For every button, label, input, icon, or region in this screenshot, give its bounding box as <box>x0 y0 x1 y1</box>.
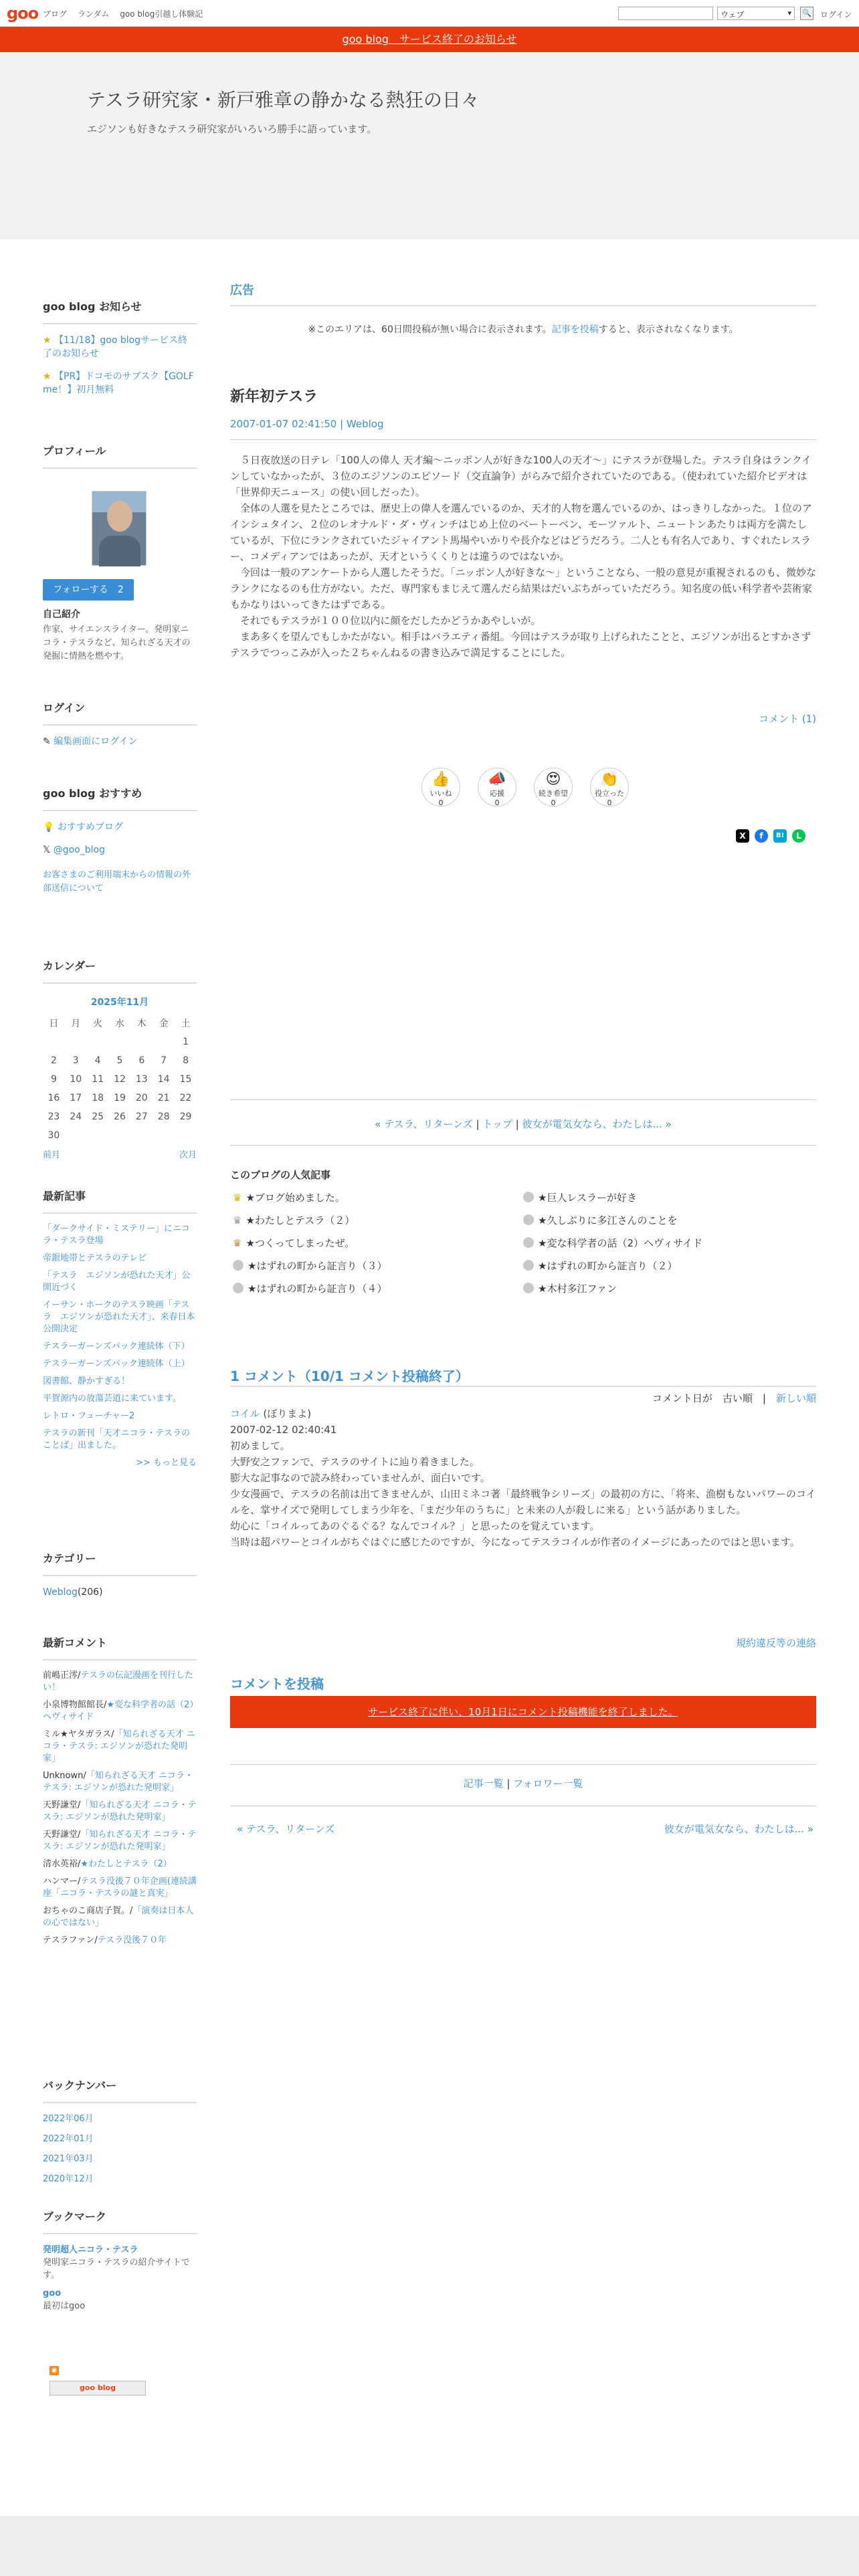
news-item[interactable]: 【PR】ドコモのサブスク【GOLF me！】初月無料 <box>43 371 194 395</box>
profile-heading: プロフィール <box>43 443 197 469</box>
latest-comment-item: 天野謙堂/「知られざる天才 ニコラ・テスラ: エジソンが恐れた発明家」 <box>43 1830 197 1852</box>
news-item[interactable]: 【11/18】goo blogサービス終了のお知らせ <box>43 335 188 359</box>
recent-article-link[interactable]: 平賀源内の放蕩芸道に来ています。 <box>43 1394 181 1404</box>
comment-article-link[interactable]: 「知られざる天才 ニコラ・テスラ: エジソンが恐れた発明家」 <box>43 1729 195 1763</box>
ad-section <box>230 281 816 336</box>
category-heading: カテゴリー <box>43 1550 197 1576</box>
bulb-icon: 💡 <box>43 822 55 833</box>
footer <box>0 2516 859 2576</box>
goo-blog-badge[interactable]: goo blog <box>50 2381 146 2395</box>
article-date: 2007-01-07 02:41:50 <box>230 418 337 430</box>
backnumber-link[interactable]: 2022年06月 <box>43 2114 94 2124</box>
login-link[interactable]: ログイン <box>820 10 852 19</box>
article-meta: 2007-01-07 02:41:50 | Weblog <box>230 418 384 430</box>
report-link[interactable]: 規約違反等の連絡 <box>735 1637 816 1649</box>
backnumber-link[interactable]: 2020年12月 <box>43 2174 94 2184</box>
comment-article-link[interactable]: 「演奏は日本人の心ではない」 <box>43 1906 194 1928</box>
calendar-week: 1 <box>183 1037 189 1047</box>
latest-comments-heading: 最新コメント <box>43 1634 197 1660</box>
blog-header <box>0 52 859 239</box>
reaction-helpful[interactable]: 👏 役立った 0 <box>590 768 629 807</box>
rank-dot-icon <box>523 1260 534 1271</box>
recent-article-link[interactable]: 「ダークサイド・ミステリー」にニコラ・テスラ登場 <box>43 1224 190 1246</box>
sidebar-news <box>43 298 197 397</box>
search-scope-select[interactable]: ウェブ ▾ <box>717 7 795 20</box>
reaction-cheer[interactable]: 📣 応援 0 <box>478 768 516 807</box>
clap-icon: 👏 <box>600 771 619 788</box>
recent-article-link[interactable]: 図書館、静かすぎる！ <box>43 1376 130 1386</box>
calendar-week: 9 10 11 12 13 14 15 <box>50 1074 192 1085</box>
service-end-link[interactable]: goo blog サービス終了のお知らせ <box>342 33 517 45</box>
calendar-next-link[interactable]: 次月 <box>179 1150 197 1160</box>
backnumber-link[interactable]: 2022年01月 <box>43 2134 94 2144</box>
post-article-link[interactable]: 記事を投稿 <box>551 324 599 335</box>
x-icon: 𝕏 <box>43 845 51 855</box>
service-end-notice <box>0 27 859 52</box>
recent-article-link[interactable]: テスラーガーンズパック連続体（上） <box>43 1359 190 1369</box>
external-transmission-link[interactable]: お客さまのご利用端末からの情報の外部送信について <box>43 870 191 893</box>
comment-author-link[interactable]: コイル <box>230 1408 260 1420</box>
bronze-crown-icon: ♛ <box>233 1237 242 1249</box>
article-paragraph: 全体の人選を見たところでは、歴史上の偉人を選んでいるのか、天才的人物を選んでいるのか、はっきりしなかった。１位のアインシュタイン、２位のレオナルド・ダ・ヴィンチはじめ上位のベートーベン、モーツァルト、ニュートンあたりは両方を満たしているが、下位にランクされていたジャイアント馬場やいかりや長介などはどうだろう。二人とも有名人であり、すぐれたレスラー、コメディアンではあったが、天才というくくりとは違うのではないか。 <box>230 502 812 562</box>
post-comment-heading: コメントを投稿 <box>230 1676 324 1692</box>
reaction-like[interactable]: 👍 いいね 0 <box>421 768 460 807</box>
sidebar-profile <box>43 443 197 478</box>
reaction-want-more[interactable]: 😍 続き希望 0 <box>534 768 573 807</box>
sidebar-login <box>43 700 197 748</box>
calendar-prev-link[interactable]: 前月 <box>43 1150 61 1160</box>
sidebar-comments <box>43 1634 197 1952</box>
article-title[interactable]: 新年初テスラ <box>230 389 318 405</box>
calendar <box>43 995 197 1160</box>
article-paragraph: それでもテスラが１００位以内に顔をだしたかどうかあやしいが。 <box>230 615 541 627</box>
sidebar-bookmark <box>43 2208 197 2313</box>
top-links <box>43 8 211 19</box>
intro-heading: 自己紹介 <box>43 609 80 620</box>
star-icon: ★ <box>43 335 52 346</box>
list-links: 記事一覧 | フォロワー一覧 <box>463 1778 583 1790</box>
comment-article-link[interactable]: テスラ没後７０年企画(連続講座「ニコラ・テスラの謎と真実」 <box>43 1876 197 1899</box>
recent-article-link[interactable]: レトロ・フューチャー2 <box>43 1411 135 1421</box>
x-share-icon[interactable]: X <box>736 829 749 843</box>
comment-closed-link[interactable]: サービス終了に伴い、10月1日にコメント投稿機能を終了しました。 <box>368 1706 678 1718</box>
calendar-week: 30 <box>47 1130 60 1141</box>
comment-article-link[interactable]: 「知られざる天才 ニコラ・テスラ: エジソンが恐れた発明家」 <box>43 1800 197 1822</box>
latest-comment-item: Unknown/「知られざる天才 ニコラ・テスラ: エジソンが恐れた発明家」 <box>43 1771 193 1793</box>
bottom-next-link[interactable]: 彼女が電気女なら、わたしは... » <box>664 1823 814 1835</box>
comment-article-link[interactable]: テスラの伝記漫画を刊行したい！ <box>43 1671 193 1693</box>
article-pager: « テスラ、リターンズ | トップ | 彼女が電気女なら、わたしは... » <box>375 1118 672 1130</box>
latest-comment-item: おちゃのこ商店子賀。/「演奏は日本人の心ではない」 <box>43 1906 194 1928</box>
bookmark-link[interactable]: goo <box>43 2288 62 2298</box>
popular-article-link[interactable]: ★つくってしまったぜ。 <box>246 1237 355 1249</box>
sidebar-backnumber <box>43 2077 197 2184</box>
recent-article-link[interactable]: 帝銀地帯とテスラのテレビ <box>43 1253 147 1263</box>
article-body <box>230 452 816 661</box>
popular-article-link[interactable]: ★わたしとテスラ（２） <box>246 1214 355 1226</box>
facebook-share-icon[interactable]: f <box>755 829 768 843</box>
top-link-blog[interactable]: ブログ <box>43 9 68 19</box>
comment-line: 幼心に「コイルってあのぐるぐる？なんでコイル？」と思ったのを覚えています。 <box>230 1520 600 1532</box>
latest-comment-item: 清水英裕/★わたしとテスラ（2） <box>43 1859 172 1869</box>
comment-article-link[interactable]: 「知られざる天才 ニコラ・テスラ: エジソンが恐れた発明家」 <box>43 1771 193 1793</box>
top-link[interactable]: トップ <box>482 1118 512 1130</box>
top-link-random[interactable]: ランダム <box>77 9 110 19</box>
comment-line: 少女漫画で、テスラの名前は出てきませんが、山田ミネコ著「最終戦争シリーズ」の最初の方に、「将来、漁樹もないパワーのコイルを、掌サイズで発明してしまう少年を、「まだ少年のうちに」と未来の人が殺しに来る」という話がありました。 <box>230 1488 816 1516</box>
article-paragraph: まあ多くを望んでもしかたがない。相手はバラエティ番組。今回はテスラが取り上げられたことと、エジソンが出るとすかさずテスラでつっこみが入った２ちゃんねるの書き込みで満足することにした。 <box>230 631 812 659</box>
follower-list-link[interactable]: フォロワー一覧 <box>513 1778 583 1790</box>
calendar-month: 2025年11月 <box>90 997 149 1008</box>
comment-line: 大野安之ファンで、テスラのサイトに辿り着きました。 <box>230 1456 480 1468</box>
category-count: (206) <box>77 1587 103 1598</box>
gold-crown-icon: ♛ <box>233 1192 242 1204</box>
bookmark-desc: 最初はgoo <box>43 2301 86 2311</box>
sort-new-link[interactable]: 新しい順 <box>775 1392 816 1404</box>
recent-heading: 最新記事 <box>43 1188 197 1214</box>
calendar-weekdays: 日 月 火 水 木 金 土 <box>49 1018 191 1029</box>
recent-article-link[interactable]: イーサン・ホークのテスラ映画「テスラ エジソンが恐れた天才」、来春日本公開決定 <box>43 1300 195 1334</box>
ad-notice: ※このエリアは、60日間投稿が無い場合に表示されます。記事を投稿すると、表示されなくなります。 <box>308 324 739 335</box>
latest-comment-item: 小泉博物館館長/★変な科学者の話（2）ヘヴィサイド <box>43 1700 194 1722</box>
rank-dot-icon <box>523 1214 534 1225</box>
backnumber-heading: バックナンバー <box>43 2077 197 2103</box>
recent-article-link[interactable]: テスラーガーンズパック連続体（下） <box>43 1341 190 1352</box>
comment-article-link[interactable]: ★変な科学者の話（2）ヘヴィサイド <box>43 1700 194 1722</box>
next-article-link[interactable]: 彼女が電気女なら、わたしは... » <box>522 1118 672 1130</box>
calendar-week: 2 3 4 5 6 7 8 <box>50 1055 189 1066</box>
edit-login-link[interactable]: 編集画面にログイン <box>54 736 138 747</box>
pencil-icon: ✎ <box>43 736 51 747</box>
comment-line: 当時は超パワーとコイルがちぐはぐに感じたのですが、今になってテスラコイルが作者のイメージにあったのではと思います。 <box>230 1536 800 1548</box>
latest-comment-item: テスラファン/テスラ没後７０年 <box>43 1935 167 1945</box>
comment-line: 初めまして。 <box>230 1440 290 1452</box>
hatena-share-icon[interactable]: B! <box>773 829 787 843</box>
sort-old[interactable]: 古い順 <box>722 1392 753 1404</box>
top-link-move[interactable]: goo blog引越し体験記 <box>120 9 203 19</box>
bottom-prev-link[interactable]: « テスラ、リターンズ <box>237 1823 335 1835</box>
popular-article-link[interactable]: ★木村多江ファン <box>538 1283 617 1295</box>
article <box>230 385 816 661</box>
popular-article-link[interactable]: ★久しぶりに多江さんのことを <box>538 1214 678 1226</box>
sidebar-recent <box>43 1188 197 1469</box>
comment-count-link[interactable]: コメント (1) <box>758 713 816 725</box>
bookmark-desc: 発明家ニコラ・テスラの紹介サイトです。 <box>43 2258 190 2280</box>
self-intro <box>43 607 197 663</box>
latest-comment-item: ハンマー/テスラ没後７０年企画(連続講座「ニコラ・テスラの謎と真実」 <box>43 1876 197 1899</box>
comment-article-link[interactable]: テスラ没後７０年 <box>97 1935 167 1945</box>
popular-article-link[interactable]: ★はずれの町から証言り（３） <box>248 1260 387 1272</box>
popular-heading: このブログの人気記事 <box>230 1169 331 1181</box>
sidebar-calendar-heading-wrap <box>43 958 197 993</box>
comment-date: 2007-02-12 02:40:41 <box>230 1424 337 1436</box>
recommend-heading: goo blog おすすめ <box>43 785 197 811</box>
blog-title[interactable]: テスラ研究家・新戸雅章の静かなる熱狂の日々 <box>87 89 480 111</box>
top-bar <box>0 0 859 27</box>
search-button[interactable]: 🔍 <box>800 7 814 20</box>
login-heading: ログイン <box>43 700 197 726</box>
popular-article-link[interactable]: ★巨人レスラーが好き <box>538 1192 637 1204</box>
news-heading: goo blog お知らせ <box>43 298 197 324</box>
thumbs-up-icon: 👍 <box>432 771 450 788</box>
latest-comment-item: 天野謙堂/「知られざる天才 ニコラ・テスラ: エジソンが恐れた発明家」 <box>43 1800 197 1822</box>
comments-heading: 1 コメント（10/1 コメント投稿終了） <box>230 1368 469 1384</box>
sidebar-recommend <box>43 785 197 895</box>
bookmark-heading: ブックマーク <box>43 2208 197 2234</box>
recent-article-link[interactable]: 「テスラ エジソンが恐れた天才」公開近づく <box>43 1271 191 1293</box>
megaphone-icon: 📣 <box>488 771 506 788</box>
comment-closed-notice <box>230 1696 816 1728</box>
sidebar-category <box>43 1550 197 1599</box>
popular-article-link[interactable]: ★はずれの町から証言り（４） <box>248 1283 387 1295</box>
ad-heading: 広告 <box>230 281 816 306</box>
goo-logo[interactable]: goo <box>7 4 39 23</box>
backnumber-link[interactable]: 2021年03月 <box>43 2154 94 2164</box>
calendar-week: 23 24 25 26 27 28 29 <box>47 1111 192 1122</box>
star-icon: ★ <box>43 371 52 382</box>
avatar[interactable] <box>92 491 147 566</box>
popular-article-link[interactable]: ★はずれの町から証言り（２） <box>538 1260 678 1272</box>
rank-dot-icon <box>523 1237 534 1248</box>
rank-dot-icon <box>233 1260 244 1271</box>
latest-comment-item: ミル★ヤタガラス/「知られざる天才 ニコラ・テスラ: エジソンが恐れた発明家」 <box>43 1729 195 1763</box>
article-paragraph: 今回は一般のアンケートから人選したそうだ。「ニッポン人が好きな〜」ということなら、一般の意見が重視されるのも、微妙なランクになるのも仕方がない。ただ、専門家もまじえて選んだら結果はだいぶちがっていただろう。知名度の低い科学者や芸術家もかなりはいってきたはずである。 <box>230 566 817 611</box>
comment-sort: コメント日が 古い順 | 新しい順 <box>652 1392 816 1404</box>
rank-dot-icon <box>523 1192 534 1202</box>
comment-item: コイル (ぼりまよ) 2007-02-12 02:40:41 初めまして。 大野安之ファンで、テスラのサイトに辿り着きました。 膨大な記事なので読み終わっていませんが、面白いです。 少女漫画で、テスラの名前は出てきませんが、山田ミネコ著「最終戦争シリーズ」の最初の方に、「将来、漁樹もないパワーのコイルを、掌サイズで発明してしまう少年を、「まだ少年のうちに」と未来の人が殺しに来る」という話がありました。 幼心に「コイルってあのぐるぐる？なんでコイル？」と思ったのを覚えています。 当時は超パワーとコイルがちぐはぐに感じたのですが、今になってテスラコイルが作者のイメージにあったのではと思います。 <box>230 1406 816 1550</box>
heart-eyes-icon: 😍 <box>545 771 561 788</box>
more-link[interactable]: >> もっと見る <box>136 1458 197 1468</box>
recommend-link[interactable]: @goo_blog <box>53 845 105 855</box>
intro-text: 作家、サイエンスライター。発明家ニコラ・テスラなど、知られざる天才の発掘に情熱を燃やす。 <box>43 625 191 661</box>
comment-line: 膨大な記事なので読み終わっていませんが、面白いです。 <box>230 1472 490 1484</box>
category-link[interactable]: Weblog <box>43 1587 78 1598</box>
prev-article-link[interactable]: « テスラ、リターンズ <box>375 1118 473 1130</box>
article-list-link[interactable]: 記事一覧 <box>463 1778 504 1790</box>
article-paragraph: ５日夜放送の日テレ「100人の偉人 天才編〜ニッポン人が好きな100人の天才〜」にテスラが登場した。テスラ自身はランクインしていなかったが、３位のエジソンのエピソード（交直論争）がらみで紹介されていたのである。（使われていた紹介ビデオは「世界仰天ニュース」の使い回しだった）。 <box>230 454 812 498</box>
recommend-link[interactable]: おすすめブログ <box>57 822 124 833</box>
comment-article-link[interactable]: ★わたしとテスラ（2） <box>80 1859 172 1869</box>
latest-comment-item: 前嶋正澪/テスラの伝記漫画を刊行したい！ <box>43 1671 193 1693</box>
article-category-link[interactable]: Weblog <box>346 418 384 430</box>
rss-icon[interactable]: ◉ <box>50 2366 59 2375</box>
blog-description: エジソンも好きなテスラ研究家がいろいろ勝手に語っています。 <box>87 123 377 135</box>
bookmark-link[interactable]: 発明超人ニコラ・テスラ <box>43 2245 138 2255</box>
follow-button[interactable]: フォローする 2 <box>43 579 134 601</box>
calendar-week: 16 17 18 19 20 21 22 <box>47 1093 192 1103</box>
popular-article-link[interactable]: ★ブログ始めました。 <box>246 1192 345 1204</box>
search-input[interactable] <box>618 7 713 20</box>
recent-article-link[interactable]: テスラの新刊「天才ニコラ・テスラのことば」出ました。 <box>43 1428 190 1451</box>
calendar-heading: カレンダー <box>43 958 197 984</box>
comment-article-link[interactable]: 「知られざる天才 ニコラ・テスラ: エジソンが恐れた発明家」 <box>43 1830 197 1852</box>
rank-dot-icon <box>233 1283 244 1293</box>
popular-article-link[interactable]: ★変な科学者の話（2）ヘヴィサイド <box>538 1237 703 1249</box>
line-share-icon[interactable]: L <box>792 829 805 843</box>
silver-crown-icon: ♛ <box>233 1214 242 1226</box>
rank-dot-icon <box>523 1283 534 1293</box>
